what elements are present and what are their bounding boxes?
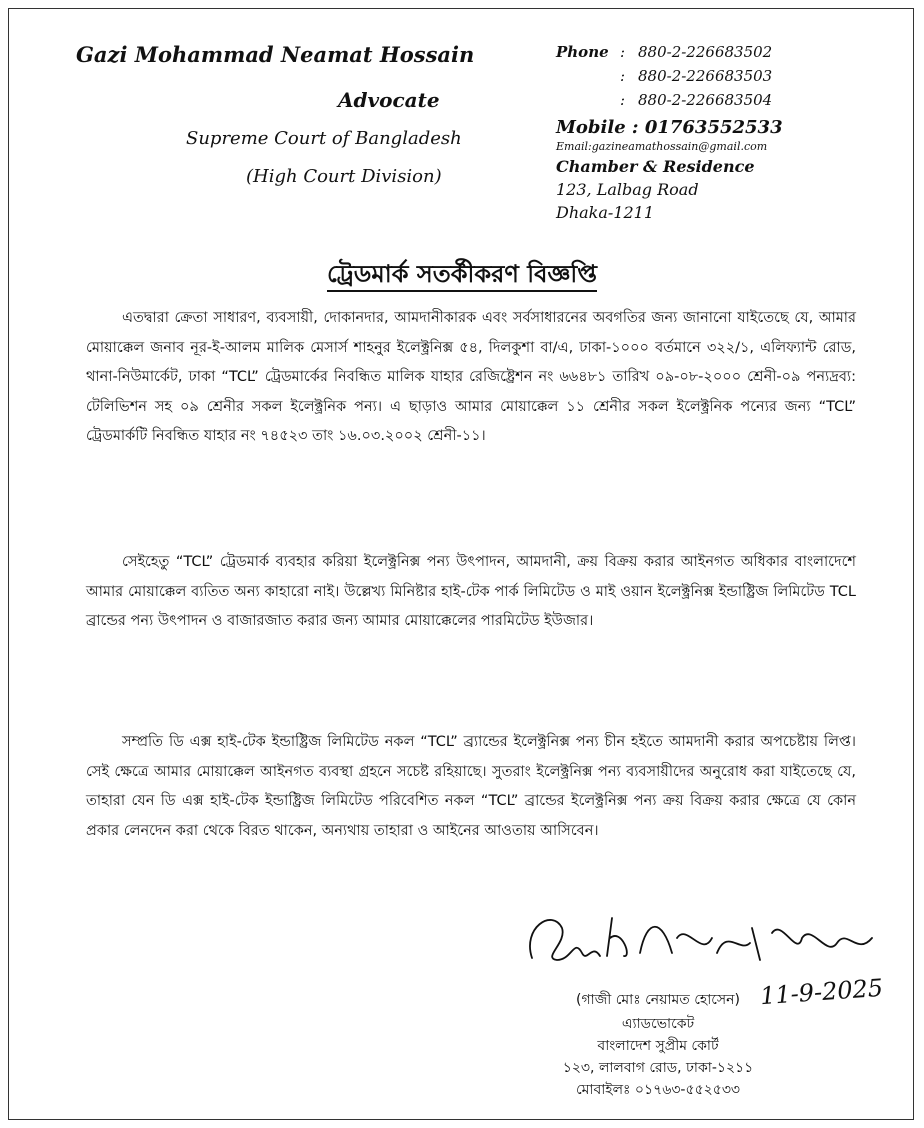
email-address: Email:gazineamathossain@gmail.com bbox=[556, 140, 768, 153]
advocate-title: Advocate bbox=[338, 88, 440, 112]
phone-number: 880-2-226683502 bbox=[638, 43, 773, 61]
signatory-mobile: মোবাইলঃ ০১৭৬৩-৫৫২৫৩৩ bbox=[575, 1082, 741, 1098]
phone-row: Phone : 880-2-226683502 bbox=[556, 43, 773, 61]
signatory-name: (গাজী মোঃ নেয়ামত হোসেন) bbox=[576, 992, 740, 1008]
notice-heading-text: ট্রেডমার্ক সতর্কীকরণ বিজ্ঞপ্তি bbox=[327, 260, 597, 292]
handwritten-signature bbox=[512, 898, 892, 984]
address-line: 123, Lalbag Road bbox=[556, 180, 699, 199]
signatory-address: ১২৩, লালবাগ রোড, ঢাকা-১২১১ bbox=[562, 1060, 754, 1076]
phone-row: : 880-2-226683503 bbox=[620, 67, 773, 85]
phone-number: 880-2-226683503 bbox=[638, 67, 773, 85]
court-name: Supreme Court of Bangladesh bbox=[186, 128, 462, 149]
advocate-name: Gazi Mohammad Neamat Hossain bbox=[76, 42, 475, 67]
notice-paragraph: সেইহেতু “TCL” ট্রেডমার্ক ব্যবহার করিয়া ইলেক্ট্রনিক্স পন্য উৎপাদন, আমদানী, ক্রয় বিক্রয় করার আইনগত অধিকার বাংলাদেশে আমার মোয়াক্কেল ব্যতিত অন্য কাহারো নাই। উল্লেখ্য মিনিষ্টার হাই-টেক পার্ক লিমিটেড ও মাই ওয়ান ইলেক্ট্রনিক্স ইন্ডাষ্ট্রিজ লিমিটেড TCL ব্রান্ডের পন্য উৎপাদন ও বাজারজাত করার জন্য আমার মোয়াক্কেলের পারমিটেড ইউজার। bbox=[86, 554, 856, 630]
phone-label: Phone bbox=[556, 43, 609, 61]
notice-heading bbox=[0, 256, 924, 296]
court-division: (High Court Division) bbox=[246, 166, 442, 187]
notice-paragraph: সম্প্রতি ডি এক্স হাই-টেক ইন্ডাষ্ট্রিজ লিমিটেড নকল “TCL” ব্র্যান্ডের ইলেক্ট্রনিক্স পন্য চীন হইতে আমদানী করার অপচেষ্টায় লিপ্ত। সেই ক্ষেত্রে আমার মোয়াক্কেল আইনগত ব্যবস্থা গ্রহনে সচেষ্ট রহিয়াছে। সুতরাং ইলেক্ট্রনিক্স পন্য ব্যবসায়ীদের অনুরোধ করা যাইতেছে যে, তাহারা যেন ডি এক্স হাই-টেক ইন্ডাষ্ট্রিজ লিমিটেড পরিবেশিত নকল “TCL” ব্রান্ডের ইলেক্ট্রনিক্স পন্য ক্রয় বিক্রয় করার ক্ষেত্রে যে কোন প্রকার লেনদেন করা থেকে বিরত থাকেন, অন্যথায় তাহারা ও আইনের আওতায় আসিবেন। bbox=[86, 734, 856, 839]
contact-block bbox=[556, 40, 896, 222]
signatory-court: বাংলাদেশ সুপ্রীম কোর্ট bbox=[597, 1038, 719, 1054]
address-line: Dhaka-1211 bbox=[556, 203, 655, 222]
chamber-label: Chamber & Residence bbox=[556, 157, 755, 176]
mobile-number: Mobile : 01763552533 bbox=[556, 117, 783, 138]
phone-number: 880-2-226683504 bbox=[638, 91, 773, 109]
handwritten-date: 11-9-2025 bbox=[759, 973, 884, 1011]
signatory-designation: এ্যাডভোকেট bbox=[621, 1016, 695, 1032]
notice-paragraph: এতদ্বারা ক্রেতা সাধারণ, ব্যবসায়ী, দোকানদার, আমদানীকারক এবং সর্বসাধারনের অবগতির জন্য জানানো যাইতেছে যে, আমার মোয়াক্কেল জনাব নূর-ই-আলম মালিক মেসার্স শাহনুর ইলেক্ট্রনিক্স ৫৪, দিলকুশা বা/এ, ঢাকা-১০০০ বর্তমানে ৩২২/১, এলিফ্যান্ট রোড, থানা-নিউমার্কেট, ঢাকা “TCL” ট্রেডমার্কের নিবন্ধিত মালিক যাহার রেজিষ্ট্রেশন নং ৬৬৪৮১ তারিখ ০৯-০৮-২০০০ শ্রেনী-০৯ পন্যদ্রব্য: টেলিভিশন সহ ০৯ শ্রেনীর সকল ইলেক্ট্রনিক পন্য। এ ছাড়াও আমার মোয়াক্কেল ১১ শ্রেনীর সকল ইলেক্ট্রনিক পন্যের জন্য “TCL” ট্রেডমার্কটি নিবন্ধিত যাহার নং ৭৪৫২৩ তাং ১৬.০৩.২০০২ শ্রেনী-১১। bbox=[86, 310, 856, 445]
phone-row: : 880-2-226683504 bbox=[620, 91, 773, 109]
